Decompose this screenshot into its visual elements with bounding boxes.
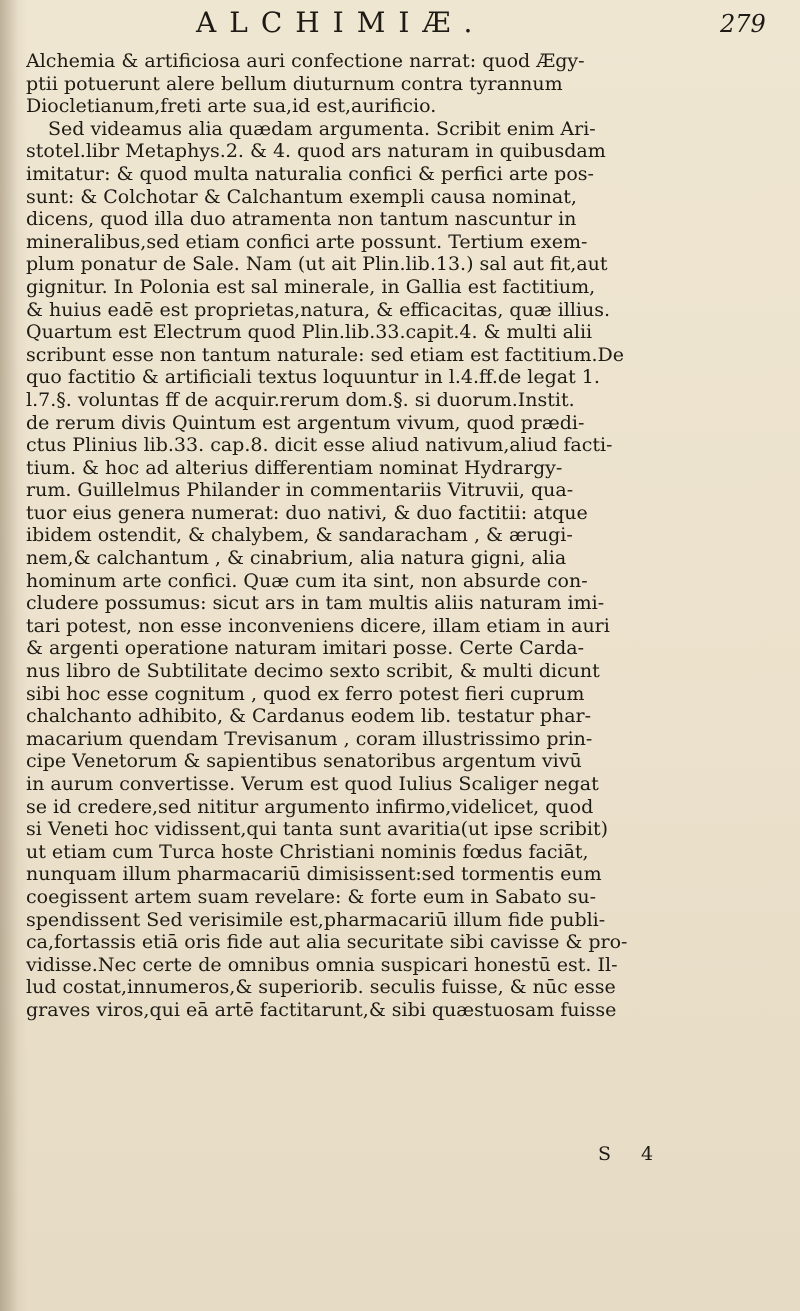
text-line: si Veneti hoc vidissent,qui tanta sunt avaritia(ut ipse scribit) bbox=[26, 818, 609, 841]
text-line: nem,& calchantum , & cinabrium, alia natura gigni, alia bbox=[26, 547, 567, 570]
text-line: mineralibus,sed etiam confici arte possunt. Tertium exem- bbox=[26, 230, 588, 253]
text-line: Sed videamus alia quædam argumenta. Scribit enim Ari- bbox=[48, 117, 596, 140]
text-line: nunquam illum pharmacariū dimisissent:sed tormentis eum bbox=[26, 863, 602, 886]
text-line: Alchemia & artificiosa auri confectione narrat: quod Ægy- bbox=[26, 50, 585, 72]
text-line: dicens, quod illa duo atramenta non tantum nascuntur in bbox=[26, 208, 577, 231]
body-text bbox=[26, 50, 776, 1022]
text-line: imitatur: & quod multa naturalia confici & perfici arte pos- bbox=[26, 162, 594, 185]
text-line: sibi hoc esse cognitum , quod ex ferro potest fieri cuprum bbox=[26, 682, 585, 705]
text-line: lud costat,innumeros,& superiorib. seculis fuisse, & nūc esse bbox=[26, 976, 616, 999]
text-line: tium. & hoc ad alterius differentiam nominat Hydrargy- bbox=[26, 456, 563, 479]
text-line: scribunt esse non tantum naturale: sed etiam est factitium.De bbox=[26, 343, 624, 366]
text-line: nus libro de Subtilitate decimo sexto scribit, & multi dicunt bbox=[26, 660, 600, 683]
text-line: coegissent artem suam revelare: & forte eum in Sabato su- bbox=[26, 885, 597, 908]
text-line: in aurum convertisse. Verum est quod Iulius Scaliger negat bbox=[26, 773, 599, 795]
text-line: tari potest, non esse inconveniens dicere, illam etiam in auri bbox=[26, 614, 610, 637]
text-line: hominum arte confici. Quæ cum ita sint, non absurde con- bbox=[26, 569, 588, 592]
text-line: Quartum est Electrum quod Plin.lib.33.capit.4. & multi alii bbox=[26, 321, 593, 344]
text-line: rum. Guillelmus Philander in commentariis Vitruvii, qua- bbox=[26, 479, 574, 502]
text-line: ibidem ostendit, & chalybem, & sandaracham , & ærugi- bbox=[26, 524, 573, 547]
text-line: ut etiam cum Turca hoste Christiani nominis fœdus faciāt, bbox=[26, 840, 589, 863]
running-head: ALCHIMIÆ. bbox=[196, 6, 486, 39]
text-line: cipe Venetorum & sapientibus senatoribus argentum vivū bbox=[26, 750, 582, 773]
text-line: ca,fortassis etiā oris fide aut alia securitate sibi cavisse & pro- bbox=[26, 931, 628, 954]
text-line: & argenti operatione naturam imitari posse. Certe Carda- bbox=[26, 637, 584, 660]
gutter-shadow bbox=[0, 0, 18, 1311]
text-line: Diocletianum,freti arte sua,id est,aurificio. bbox=[26, 95, 437, 118]
text-line: l.7.§. voluntas ff de acquir.rerum dom.§. si duorum.Instit. bbox=[26, 388, 575, 411]
text-line: sunt: & Colchotar & Calchantum exempli causa nominat, bbox=[26, 185, 577, 208]
page-number: 279 bbox=[720, 10, 766, 38]
text-line: tuor eius genera numerat: duo nativi, & duo factitii: atque bbox=[26, 501, 588, 524]
text-line: macarium quendam Trevisanum , coram illustrissimo prin- bbox=[26, 727, 593, 750]
text-line: de rerum divis Quintum est argentum vivum, quod prædi- bbox=[26, 411, 585, 434]
text-line: chalchanto adhibito, & Cardanus eodem lib. testatur phar- bbox=[26, 705, 592, 728]
text-line: spendissent Sed verisimile est,pharmacariū illum fide publi- bbox=[26, 908, 606, 931]
signature-line bbox=[0, 1143, 800, 1167]
text-line: cludere possumus: sicut ars in tam multis aliis naturam imi- bbox=[26, 592, 605, 615]
text-line: se id credere,sed nititur argumento infirmo,videlicet, quod bbox=[26, 795, 594, 818]
text-line: ptii potuerunt alere bellum diuturnum contra tyrannum bbox=[26, 72, 563, 95]
text-line: graves viros,qui eā artē factitarunt,& sibi quæstuosam fuisse bbox=[26, 998, 617, 1021]
text-line: gignitur. In Polonia est sal minerale, in Gallia est factitium, bbox=[26, 275, 596, 298]
text-line: stotel.libr Metaphys.2. & 4. quod ars naturam in quibusdam bbox=[26, 140, 606, 163]
page-header bbox=[0, 6, 800, 50]
text-line: plum ponatur de Sale. Nam (ut ait Plin.lib.13.) sal aut fit,aut bbox=[26, 253, 608, 276]
text-line: vidisse.Nec certe de omnibus omnia suspicari honestū est. Il- bbox=[26, 953, 618, 976]
text-line: ctus Plinius lib.33. cap.8. dicit esse aliud nativum,aliud facti- bbox=[26, 434, 613, 457]
text-line: quo factitio & artificiali textus loquuntur in l.4.ff.de legat 1. bbox=[26, 366, 600, 389]
signature-mark: S 4 bbox=[598, 1143, 666, 1165]
text-line: & huius eadē est proprietas,natura, & efficacitas, quæ illius. bbox=[26, 298, 611, 321]
